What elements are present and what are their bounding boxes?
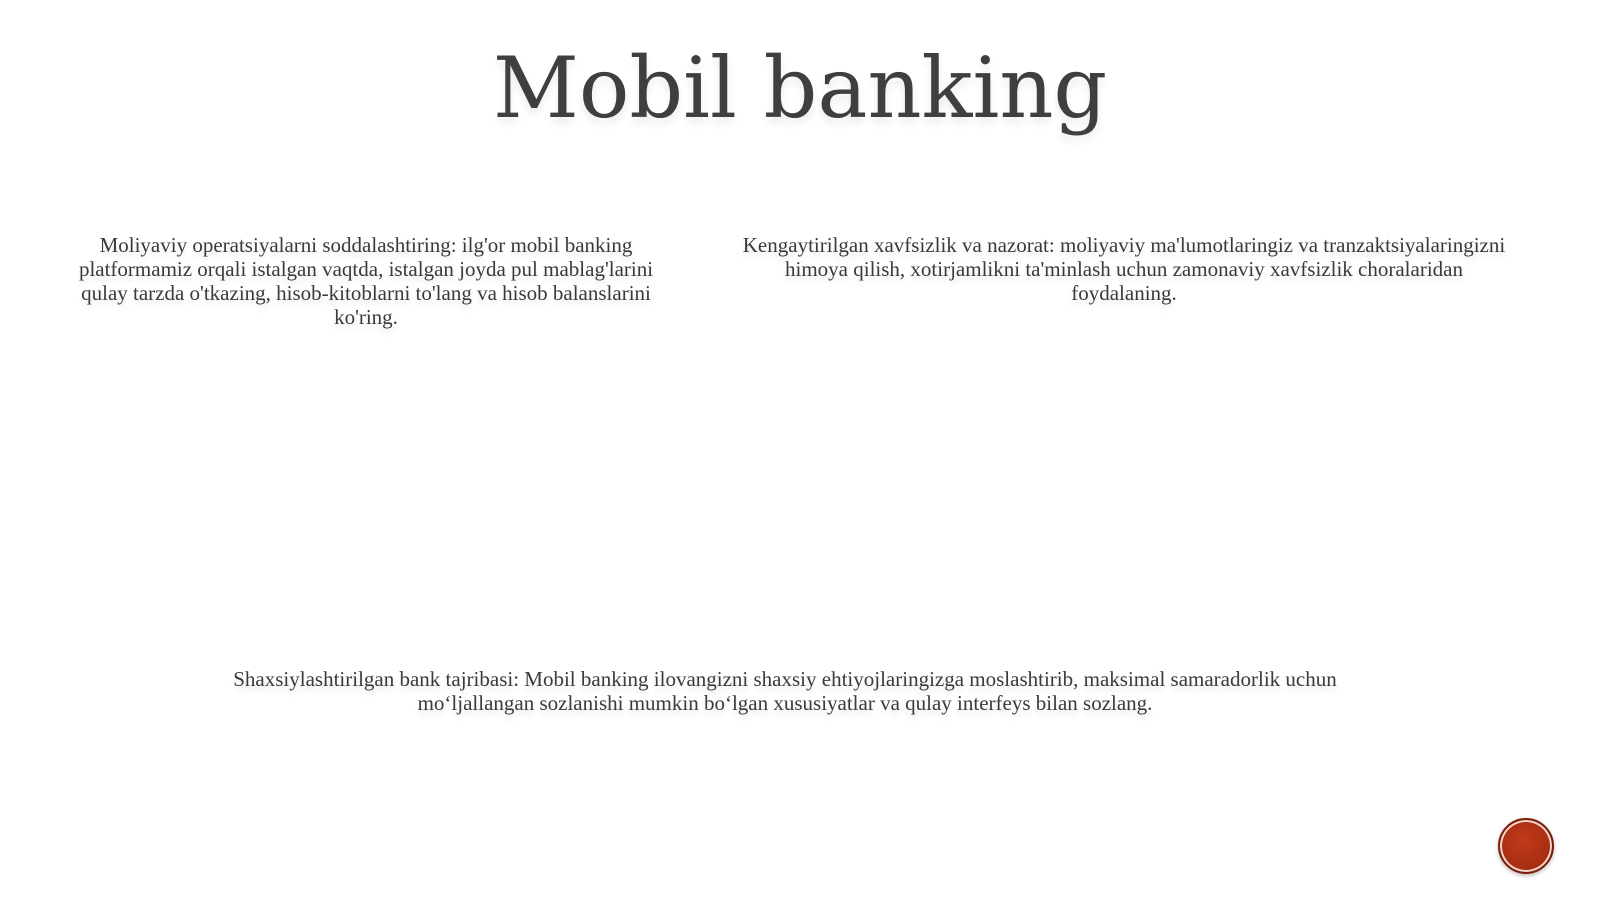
paragraph-left: Moliyaviy operatsiyalarni soddalashtiring: ilg'or mobil banking platformamiz orqali istalgan vaqtda, istalgan joyda pul mablag'larini qulay tarzda o'tkazing, hisob-kitoblarni to'lang va hisob balanslarini ko'ring. (78, 233, 654, 329)
circle-nav-button-icon[interactable] (1498, 818, 1554, 874)
paragraph-right: Kengaytirilgan xavfsizlik va nazorat: moliyaviy ma'lumotlaringiz va tranzaktsiyalaringizni himoya qilish, xotirjamlikni ta'minlash uchun zamonaviy xavfsizlik choralaridan foydalaning. (742, 233, 1506, 305)
slide-title: Mobil banking (492, 39, 1108, 137)
paragraph-bottom: Shaxsiylashtirilgan bank tajribasi: Mobil banking ilovangizni shaxsiy ehtiyojlaringizga moslashtirib, maksimal samaradorlik uchun mo‘ljallangan sozlanishi mumkin bo‘lgan xususiyatlar va qulay interfeys bilan sozlang. (233, 667, 1337, 715)
